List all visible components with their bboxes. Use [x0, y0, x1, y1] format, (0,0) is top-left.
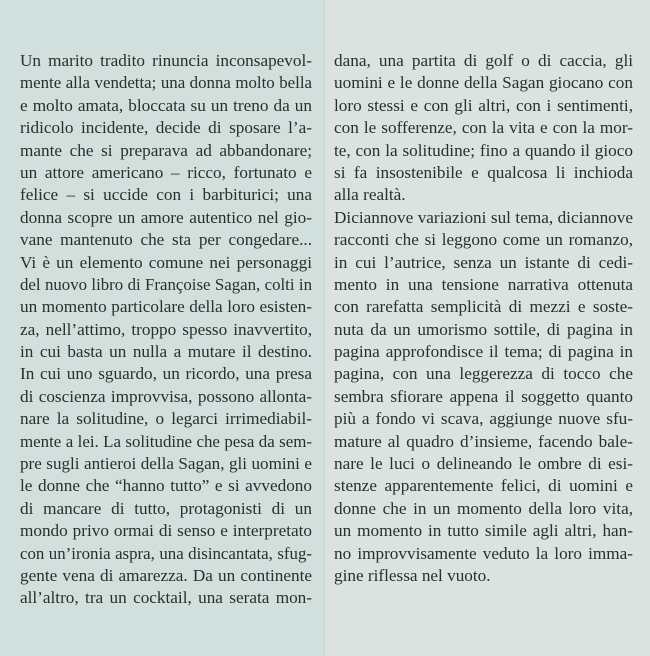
text-line: le donne che “hanno tutto” e si avvedono [20, 476, 312, 496]
text-line: za, nell’attimo, troppo spesso inavvertito, [20, 319, 312, 339]
text-line: con un’ironia aspra, una disincantata, sfug- [20, 543, 312, 563]
text-line: un attore americano – ricco, fortunato e [20, 162, 312, 182]
page-fold-seam [324, 0, 325, 656]
text-line: stenze apparentemente felici, di uomini e [334, 476, 633, 496]
text-line: pagina, con una leggerezza di tocco che [334, 364, 633, 384]
text-line: donna scopre un amore autentico nel gio- [20, 207, 312, 227]
text-line: con rarefatta semplicità di mezzi e soste- [334, 297, 633, 317]
text-line: vane mantenuto che sta per congedare... [20, 230, 312, 250]
text-line: del nuovo libro di Françoise Sagan, colti in [20, 274, 312, 294]
text-line: gine riflessa nel vuoto. [334, 565, 491, 585]
text-line: nare le luci o delineando le ombre di esi- [334, 454, 633, 474]
text-line: mondo privo ormai di senso e interpretato [20, 521, 312, 541]
text-line: si fa insostenibile e qualcosa li inchioda [334, 162, 633, 182]
right-text-column [334, 50, 633, 587]
text-line: no improvvisamente veduto la loro imma- [334, 543, 633, 563]
text-line: Un marito tradito rinuncia inconsapevol- [20, 51, 312, 70]
text-line: loro stessi e con gli altri, con i sentimenti, [334, 95, 633, 115]
text-line: dana, una partita di golf o di caccia, gli [334, 51, 633, 70]
text-line: in cui l’autrice, senza un istante di cedi- [334, 252, 633, 272]
text-line: un momento particolare della loro esisten- [20, 297, 312, 317]
text-line: più a fondo vi scava, aggiunge nuove sfu- [334, 409, 633, 429]
text-line: mente alla vendetta; una donna molto bella [20, 73, 312, 93]
text-line: pagina approfondisce il tema; di pagina in [334, 342, 633, 362]
text-line: racconti che si leggono come un romanzo, [334, 230, 633, 250]
text-line: nare la solitudine, o legarci irrimediabil- [20, 409, 312, 429]
text-line: mente a lei. La solitudine che pesa da sem- [20, 431, 312, 451]
left-text-column [20, 50, 312, 610]
text-line: in cui basta un nulla a mutare il destino. [20, 342, 312, 362]
text-line: gente vena di amarezza. Da un continente [20, 565, 312, 585]
text-line: di coscienza improvvisa, possono allonta- [20, 386, 312, 406]
text-line: donne che in un momento della loro vita, [334, 498, 633, 518]
text-line: e molto amata, bloccata su un treno da un [20, 95, 312, 115]
text-line: di mancare di tutto, protagonisti di un [20, 498, 312, 518]
text-line: uomini e le donne della Sagan giocano con [334, 73, 633, 93]
text-line: pre sugli antieroi della Sagan, gli uomini e [20, 454, 312, 474]
text-line: te, con la solitudine; fino a quando il gioco [334, 140, 633, 160]
text-line: sembra sfiorare appena il soggetto quanto [334, 386, 633, 406]
text-line: mature al quadro d’insieme, facendo bale- [334, 431, 633, 451]
text-line: con le sofferenze, con la vita e con la mor- [334, 118, 633, 138]
text-line: nuta da un umorismo sottile, di pagina in [334, 319, 633, 339]
text-line: felice – si uccide con i barbiturici; una [20, 185, 312, 205]
text-line: mento in una tensione narrativa ottenuta [334, 274, 633, 294]
text-line: Vi è un elemento comune nei personaggi [20, 252, 312, 272]
text-line: all’altro, tra un cocktail, una serata mon- [20, 588, 312, 608]
text-line: Diciannove variazioni sul tema, diciannove [334, 207, 633, 227]
text-line: mante che si preparava ad abbandonare; [20, 140, 312, 160]
text-line: ridicolo incidente, decide di sposare l’a- [20, 118, 312, 138]
text-line: un momento in tutto simile agli altri, han- [334, 521, 633, 541]
text-line: alla realtà. [334, 185, 406, 205]
text-line: In cui uno sguardo, un ricordo, una presa [20, 364, 312, 384]
